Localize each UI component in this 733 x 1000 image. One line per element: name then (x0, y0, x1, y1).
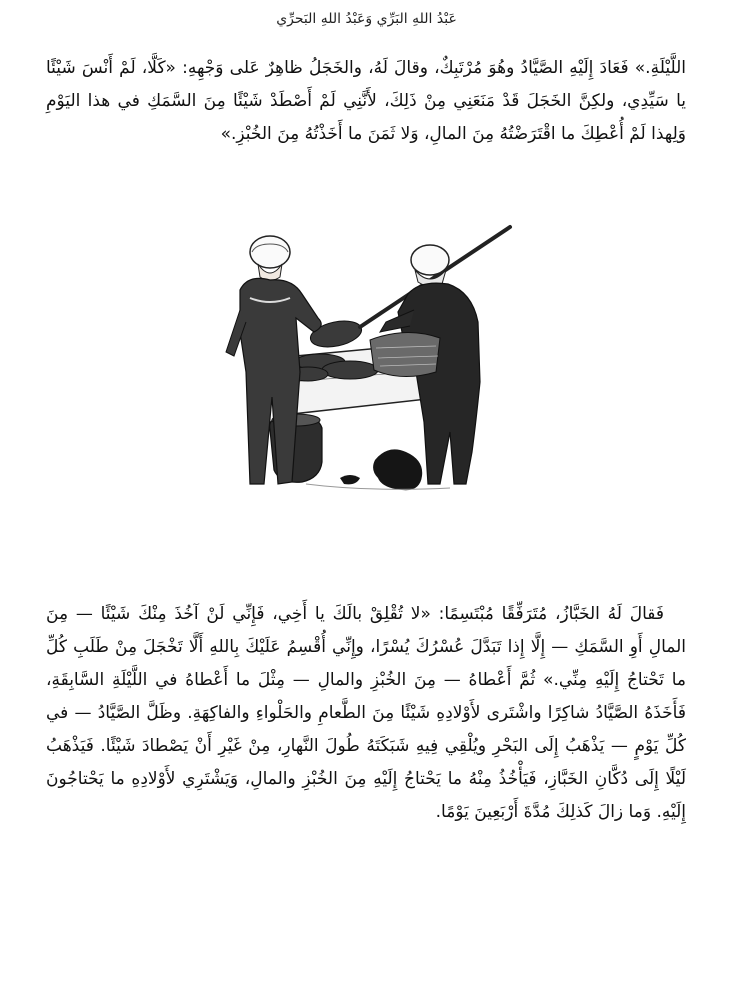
paragraph-continued: فَقالَ لَهُ الخَبَّازُ، مُتَرَفِّقًا مُبْتَسِمًا: «لا تُقْلِقْ بالَكَ يا أَخِي، فَإِنِّي لَنْ آخُذَ مِنْكَ شَيْئًا — مِنَ المالِ أَوِ السَّمَكِ — إِلَّا إِذا تَبَدَّلَ عُسْرُكَ يُسْرًا، وإِنِّي أُقْسِمُ عَلَيْكَ بِاللهِ أَلَّا تَخْجَلَ مِنْ طَلَبِ كُلِّ ما تَحْتاجُ إِلَيْهِ مِنِّي.» ثُمَّ أَعْطاهُ — مِنَ الخُبْزِ والمالِ — مِثْلَ ما أَعْطاهُ في اللَّيْلَةِ السَّابِقَةِ، فَأَخَذَهُ الصَّيَّادُ شاكِرًا واشْتَرى لأَوْلادِهِ شَيْئًا مِنَ الطَّعامِ والحَلْواءِ والفاكِهَةِ. وظَلَّ الصَّيَّادُ — في كُلِّ يَوْمٍ — يَذْهَبُ إِلَى البَحْرِ ويُلْقِي فِيهِ شَبَكَتَهُ طُولَ النَّهارِ، مِنْ غَيْرِ أَنْ يَصْطادَ شَيْئًا. فَيَذْهَبُ لَيْلًا إِلَى دُكَّانِ الخَبَّازِ، فَيَأْخُذُ مِنْهُ ما يَحْتاجُ إِلَيْهِ مِنَ الخُبْزِ والمالِ، وَيَشْتَرِي لأَوْلادِهِ ما يَحْتاجُونَ إِلَيْهِ. وَما زالَ كَذلِكَ مُدَّةَ أَرْبَعِينَ يَوْمًا. (46, 604, 686, 822)
fisherman-figure-drawing (370, 245, 480, 484)
fisherman-and-baker-illustration (210, 222, 530, 522)
ground-shadow-drawing (306, 484, 450, 489)
paragraph-opening: اللَّيْلَةِ.» فَعَادَ إِلَيْهِ الصَّيَّادُ وهُوَ مُرْتَبِكٌ، وقالَ لَهُ، والخَجَلُ ظاهِرٌ عَلى وَجْهِهِ: «كَلَّا، لَمْ أَنْسَ شَيْئًا يا سَيِّدِي، ولكِنَّ الخَجَلَ قَدْ مَنَعَنِي مِنْ ذَلِكَ، لأَنَّنِي لَمْ أَصْطَدْ شَيْئًا مِنَ السَّمَكِ في هذا اليَوْمِ وَلِهذا لَمْ أُعْطِكَ ما اقْتَرَضْتُهُ مِنَ المالِ، وَلا ثَمَنَ ما أَخَذْتُهُ مِنَ الخُبْزِ.» (46, 58, 686, 144)
running-header: عَبْدُ اللهِ البَرِّي وَعَبْدُ اللهِ البَحرِّي (276, 11, 457, 27)
fishing-net-pile-drawing (340, 449, 422, 490)
